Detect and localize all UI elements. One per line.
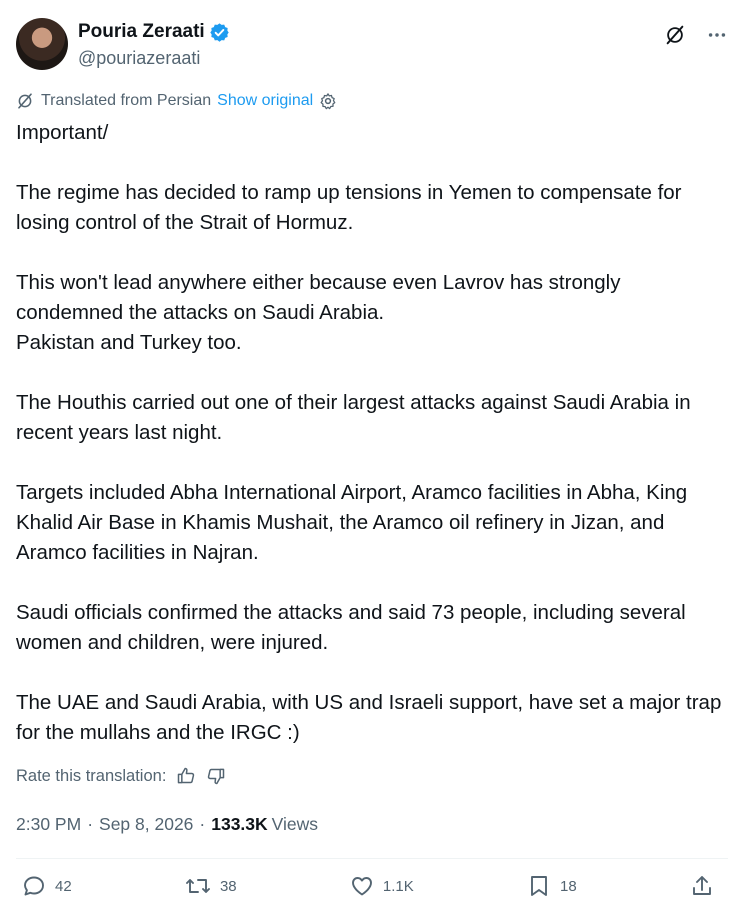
repost-button[interactable] xyxy=(185,874,237,898)
separator: · xyxy=(199,814,206,834)
rate-label: Rate this translation: xyxy=(16,766,167,785)
paragraph: The regime has decided to ramp up tensions in Yemen to compensate for losing control of the Strait of Hormuz. xyxy=(16,181,682,234)
tweet-text xyxy=(16,118,726,748)
reply-icon xyxy=(22,874,46,898)
verified-badge-icon xyxy=(209,22,230,43)
paragraph: Pakistan and Turkey too. xyxy=(16,331,242,354)
show-original-link[interactable]: Show original xyxy=(217,92,314,109)
translation-bar xyxy=(16,92,337,110)
avatar[interactable] xyxy=(16,18,68,70)
paragraph: Saudi officials confirmed the attacks and said 73 people, including several women and children, were injured. xyxy=(16,601,686,654)
views-label: Views xyxy=(271,814,319,834)
heart-icon xyxy=(350,874,374,898)
post-date[interactable]: Sep 8, 2026 xyxy=(99,814,194,834)
thumbs-up-icon[interactable] xyxy=(176,766,196,786)
grok-icon[interactable] xyxy=(664,24,686,46)
gear-icon[interactable] xyxy=(319,92,337,110)
share-button[interactable] xyxy=(690,874,714,898)
paragraph: The Houthis carried out one of their largest attacks against Saudi Arabia in recent years last night. xyxy=(16,391,691,444)
thumbs-down-icon[interactable] xyxy=(206,766,226,786)
header-actions xyxy=(664,18,728,74)
paragraph: The UAE and Saudi Arabia, with US and Israeli support, have set a major trap for the mullahs and the IRGC :) xyxy=(16,691,722,744)
bookmark-button[interactable] xyxy=(527,874,577,898)
separator: · xyxy=(87,814,94,834)
paragraph: Important/ xyxy=(16,121,109,144)
more-options-icon[interactable] xyxy=(706,24,728,46)
paragraph: Targets included Abha International Airport, Aramco facilities in Abha, King Khalid Air Base in Khamis Mushait, the Aramco oil refinery in Jizan, and Aramco facilities in Najran. xyxy=(16,481,688,564)
action-bar xyxy=(22,874,714,898)
translate-icon xyxy=(16,92,34,110)
share-icon xyxy=(690,874,714,898)
display-name[interactable]: Pouria Zeraati xyxy=(78,21,205,42)
repost-icon xyxy=(185,874,211,898)
like-count: 1.1K xyxy=(382,877,414,895)
post-time[interactable]: 2:30 PM xyxy=(16,814,82,834)
divider xyxy=(16,858,728,859)
bookmark-count: 18 xyxy=(560,877,577,895)
reply-button[interactable] xyxy=(22,874,72,898)
reply-count: 42 xyxy=(55,877,72,895)
tweet-meta xyxy=(16,814,318,835)
translated-label: Translated from Persian xyxy=(41,92,212,109)
paragraph: This won't lead anywhere either because even Lavrov has strongly condemned the attacks on Saudi Arabia. xyxy=(16,271,621,324)
author-names xyxy=(78,21,230,74)
views-count: 133.3K xyxy=(211,814,268,834)
like-button[interactable] xyxy=(350,874,414,898)
tweet-header xyxy=(16,18,728,74)
rate-translation xyxy=(16,766,226,786)
bookmark-icon xyxy=(527,874,551,898)
handle[interactable]: @pouriazeraati xyxy=(78,48,201,68)
repost-count: 38 xyxy=(219,877,237,895)
name-row xyxy=(78,21,230,43)
